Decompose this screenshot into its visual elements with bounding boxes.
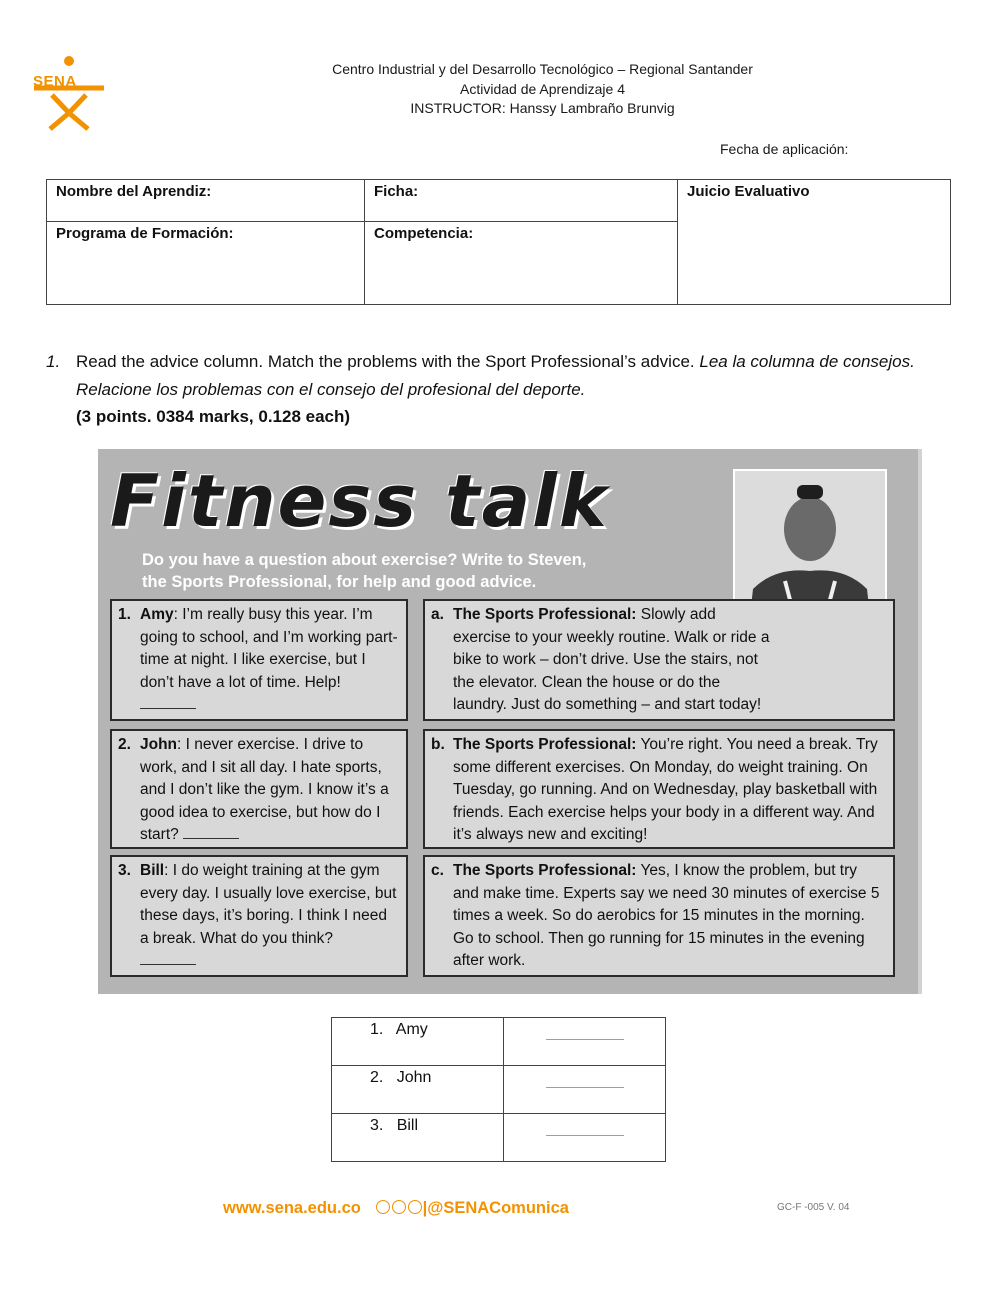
advice-letter: c. <box>431 862 444 879</box>
intro-line-2: the Sports Professional, for help and good advice. <box>142 573 537 591</box>
answer-input-cell[interactable] <box>504 1066 666 1114</box>
social-icon-3 <box>408 1200 422 1214</box>
answer-input-cell[interactable] <box>504 1018 666 1066</box>
problem-name: Amy <box>140 606 174 623</box>
problem-box-john <box>110 729 408 849</box>
question-1 <box>46 348 926 431</box>
answer-blank <box>183 824 239 839</box>
student-info-table <box>46 179 951 305</box>
answer-blank <box>140 694 196 709</box>
answer-name-cell <box>332 1066 504 1114</box>
problem-number: 1. <box>118 606 131 623</box>
nombre-field[interactable]: Nombre del Aprendiz: <box>47 180 365 222</box>
answer-line[interactable] <box>546 1021 624 1040</box>
question-text: Read the advice column. Match the problems with the Sport Professional’s advice. <box>76 352 695 371</box>
header-line-2: Actividad de Aprendizaje 4 <box>460 80 625 97</box>
advice-text: Slowly add exercise to your weekly routine. Walk or ride a bike to work – don’t drive. Use the stairs, not the elevator. Clean the house or do the laundry. Just do something – and start today! <box>453 606 770 713</box>
answer-line[interactable] <box>546 1117 624 1136</box>
advice-box-b <box>423 729 895 849</box>
fecha-label: Fecha de aplicación: <box>720 141 849 157</box>
question-text-es: Lea la columna de consejos. Relacione los problemas con el consejo del profesional del deporte. <box>76 352 915 399</box>
answer-line[interactable] <box>546 1069 624 1088</box>
answer-row <box>332 1066 666 1114</box>
problem-name: John <box>140 736 178 753</box>
footer-handle: @SENAComunica <box>427 1199 569 1217</box>
answer-name: John <box>396 1069 432 1086</box>
article-intro <box>142 549 702 593</box>
logo-text: SENA <box>33 73 77 90</box>
footer-url[interactable]: www.sena.edu.co <box>223 1199 361 1217</box>
answer-blank <box>140 950 196 965</box>
advice-box-c <box>423 855 895 977</box>
header <box>250 60 835 119</box>
problem-number: 3. <box>118 862 131 879</box>
fitness-talk-article <box>98 449 922 994</box>
sena-logo <box>30 55 108 131</box>
answer-number: 3. <box>370 1117 384 1134</box>
problem-name: Bill <box>140 862 165 879</box>
advice-label: The Sports Professional: <box>453 862 637 879</box>
ficha-field[interactable]: Ficha: <box>365 180 678 222</box>
social-icon-1 <box>376 1200 390 1214</box>
advice-letter: a. <box>431 606 444 623</box>
competencia-field[interactable]: Competencia: <box>365 222 678 305</box>
form-code: GC-F -005 V. 04 <box>777 1202 850 1213</box>
answer-row <box>332 1114 666 1162</box>
advice-box-a <box>423 599 895 721</box>
advice-letter: b. <box>431 736 445 753</box>
advice-text: You’re right. You need a break. Try some different exercises. On Monday, do weight training. On Tuesday, go running. And on Wednesday, play basketball with friends. Each exercise helps your body in a different way. And it’s always new and exciting! <box>453 736 878 843</box>
problem-text: : I never exercise. I drive to work, and I sit all day. I hate sports, and I don’t like the gym. I know it’s a good idea to exercise, but how do I start? <box>140 736 389 843</box>
programa-field[interactable]: Programa de Formación: <box>47 222 365 305</box>
answer-number: 2. <box>370 1069 384 1086</box>
problem-number: 2. <box>118 736 131 753</box>
header-line-3: INSTRUCTOR: Hanssy Lambraño Brunvig <box>410 100 675 116</box>
problem-text: : I do weight training at the gym every day. I usually love exercise, but these days, it’s boring. I think I need a break. What do you think? <box>140 862 397 947</box>
answer-input-cell[interactable] <box>504 1114 666 1162</box>
answer-name-cell <box>332 1114 504 1162</box>
answer-name: Bill <box>396 1117 419 1134</box>
header-line-1: Centro Industrial y del Desarrollo Tecnológico – Regional Santander <box>332 61 753 77</box>
question-points: (3 points. 0384 marks, 0.128 each) <box>76 407 351 426</box>
advice-text: Yes, I know the problem, but try and make time. Experts say we need 30 minutes of exercise 5 times a week. So do aerobics for 15 minutes in the morning. Go to school. Then go running for 15 minutes in the evening after work. <box>453 862 880 969</box>
social-icon-2 <box>392 1200 406 1214</box>
article-title: Fitness talk <box>110 459 609 543</box>
answer-name-cell <box>332 1018 504 1066</box>
problem-text: : I’m really busy this year. I’m going to school, and I’m working part-time at night. I like exercise, but I don’t have a lot of time. Help! <box>140 606 398 691</box>
intro-line-1: Do you have a question about exercise? Write to Steven, <box>142 551 587 569</box>
advice-label: The Sports Professional: <box>453 736 637 753</box>
problem-box-bill <box>110 855 408 977</box>
juicio-field[interactable]: Juicio Evaluativo <box>678 180 951 305</box>
answer-table <box>331 1017 666 1162</box>
footer: www.sena.edu.co |@SENAComunica <box>223 1199 569 1217</box>
answer-name: Amy <box>395 1021 428 1038</box>
answer-row <box>332 1018 666 1066</box>
question-number: 1. <box>46 352 61 371</box>
sena-logo-icon <box>30 55 108 131</box>
answer-number: 1. <box>370 1021 384 1038</box>
problem-box-amy <box>110 599 408 721</box>
advice-label: The Sports Professional: <box>453 606 637 623</box>
